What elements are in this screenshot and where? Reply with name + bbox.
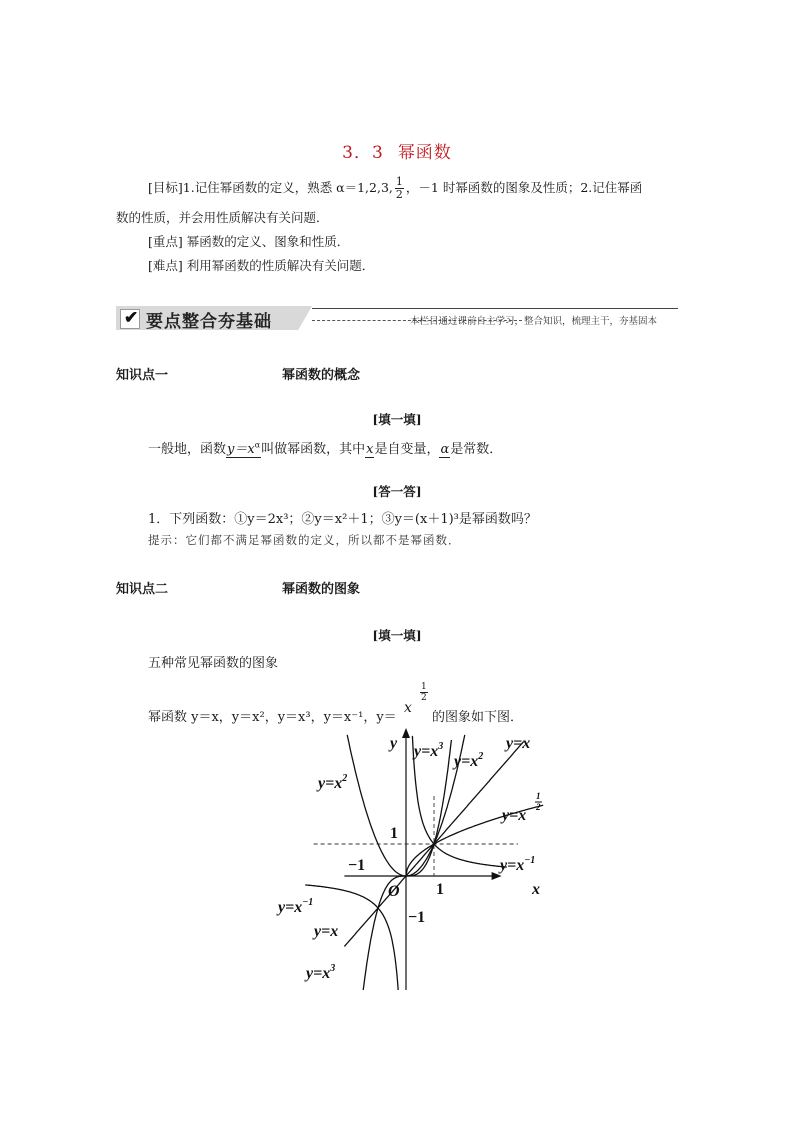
label-x-top: y=x	[506, 735, 531, 752]
kp2-title: 幂函数的图象	[282, 582, 361, 597]
label-x-inverse-right: $y=x^{-1}$	[500, 855, 536, 874]
blank-constant: α	[440, 442, 450, 457]
tick-y-pos: 1	[390, 825, 398, 842]
one-half-fraction: $\frac{1}{2}$	[395, 175, 403, 201]
curve-x-3	[363, 740, 452, 990]
kp2-graph-sentence-end: 的图象如下图．	[432, 710, 524, 725]
section-number: 3．3	[342, 143, 384, 163]
blank-function: $y=x^\alpha$	[227, 440, 261, 457]
objectives-line-2: 数的性质，并会用性质解决有关问题．	[116, 210, 329, 225]
svg-text:2: 2	[536, 802, 541, 812]
tick-y-neg: −1	[408, 909, 426, 926]
label-x-cubed-top: $y=x^3$	[414, 741, 444, 760]
kp1-answer-heading: [答一答]	[372, 484, 422, 499]
kp2-graph-sentence: 幂函数 y＝x，y＝x²，y＝x³，y＝x⁻¹，y＝	[148, 710, 397, 725]
x-axis-label: x	[532, 881, 540, 898]
power-exponent-fraction: $\frac{1}{2}$	[421, 682, 427, 703]
label-x-inverse-left: $y=x^{-1}$	[278, 897, 314, 916]
section-name: 幂函数	[397, 143, 452, 163]
power-base-x: x	[404, 700, 412, 716]
banner-title: 要点整合夯基础	[146, 312, 272, 332]
banner-note: 本栏目通过课前自主学习，整合知识，梳理主干，夯基固本	[410, 316, 658, 327]
label-x-squared-left: $y=x^2$	[318, 773, 348, 792]
half-exponent	[535, 791, 542, 812]
objectives-line-1	[148, 174, 642, 202]
kp2-label: 知识点二	[116, 582, 169, 597]
objectives-text-b: ，－1 时幂函数的图象及性质；2.记住幂函	[405, 180, 643, 195]
objectives-text-a: 1.记住幂函数的定义，熟悉 α＝1,2,3,	[182, 180, 393, 195]
section-banner	[116, 306, 678, 330]
kp1-question: 1．下列函数：①y＝2x³；②y＝x²＋1；③y＝(x＋1)³是幂函数吗？	[148, 512, 537, 527]
difficulty-label: [难点]	[148, 258, 183, 273]
y-axis-label: y	[390, 735, 398, 752]
label-x-squared-right: $y=x^2$	[454, 751, 484, 770]
kp1-label: 知识点一	[116, 368, 169, 383]
kp1-fill-heading: [填一填]	[372, 412, 422, 427]
kp1-title: 幂函数的概念	[282, 368, 361, 383]
kp2-intro: 五种常见幂函数的图象	[148, 656, 279, 671]
checkbox-icon: ✔	[120, 309, 140, 329]
blank-variable: x	[366, 442, 374, 457]
kp2-fill-heading: [填一填]	[372, 628, 422, 643]
key-text: 幂函数的定义、图象和性质．	[186, 234, 350, 249]
power-functions-graph	[276, 728, 556, 990]
tick-x-neg: −1	[348, 857, 366, 874]
objectives-label: [目标]	[148, 180, 183, 195]
kp1-hint: 提示：它们都不满足幂函数的定义，所以都不是幂函数．	[148, 533, 461, 547]
svg-text:1: 1	[536, 791, 541, 801]
kp1-fill-sentence: 一般地，函数$y=x^\alpha$叫做幂函数，其中x是自变量，α是常数．	[148, 440, 503, 457]
banner-divider	[312, 308, 678, 309]
label-x-left: y=x	[314, 923, 339, 940]
label-x-cubed-bottom: $y=x^3$	[306, 963, 336, 982]
page-title	[0, 138, 794, 163]
difficulty-text: 利用幂函数的性质解决有关问题．	[186, 258, 375, 273]
origin-label: O	[388, 883, 400, 900]
key-label: [重点]	[148, 234, 183, 249]
y-axis-arrow	[402, 728, 410, 738]
label-x-half: y=x	[502, 807, 527, 824]
difficulty-line	[148, 252, 374, 280]
tick-x-pos: 1	[436, 881, 444, 898]
